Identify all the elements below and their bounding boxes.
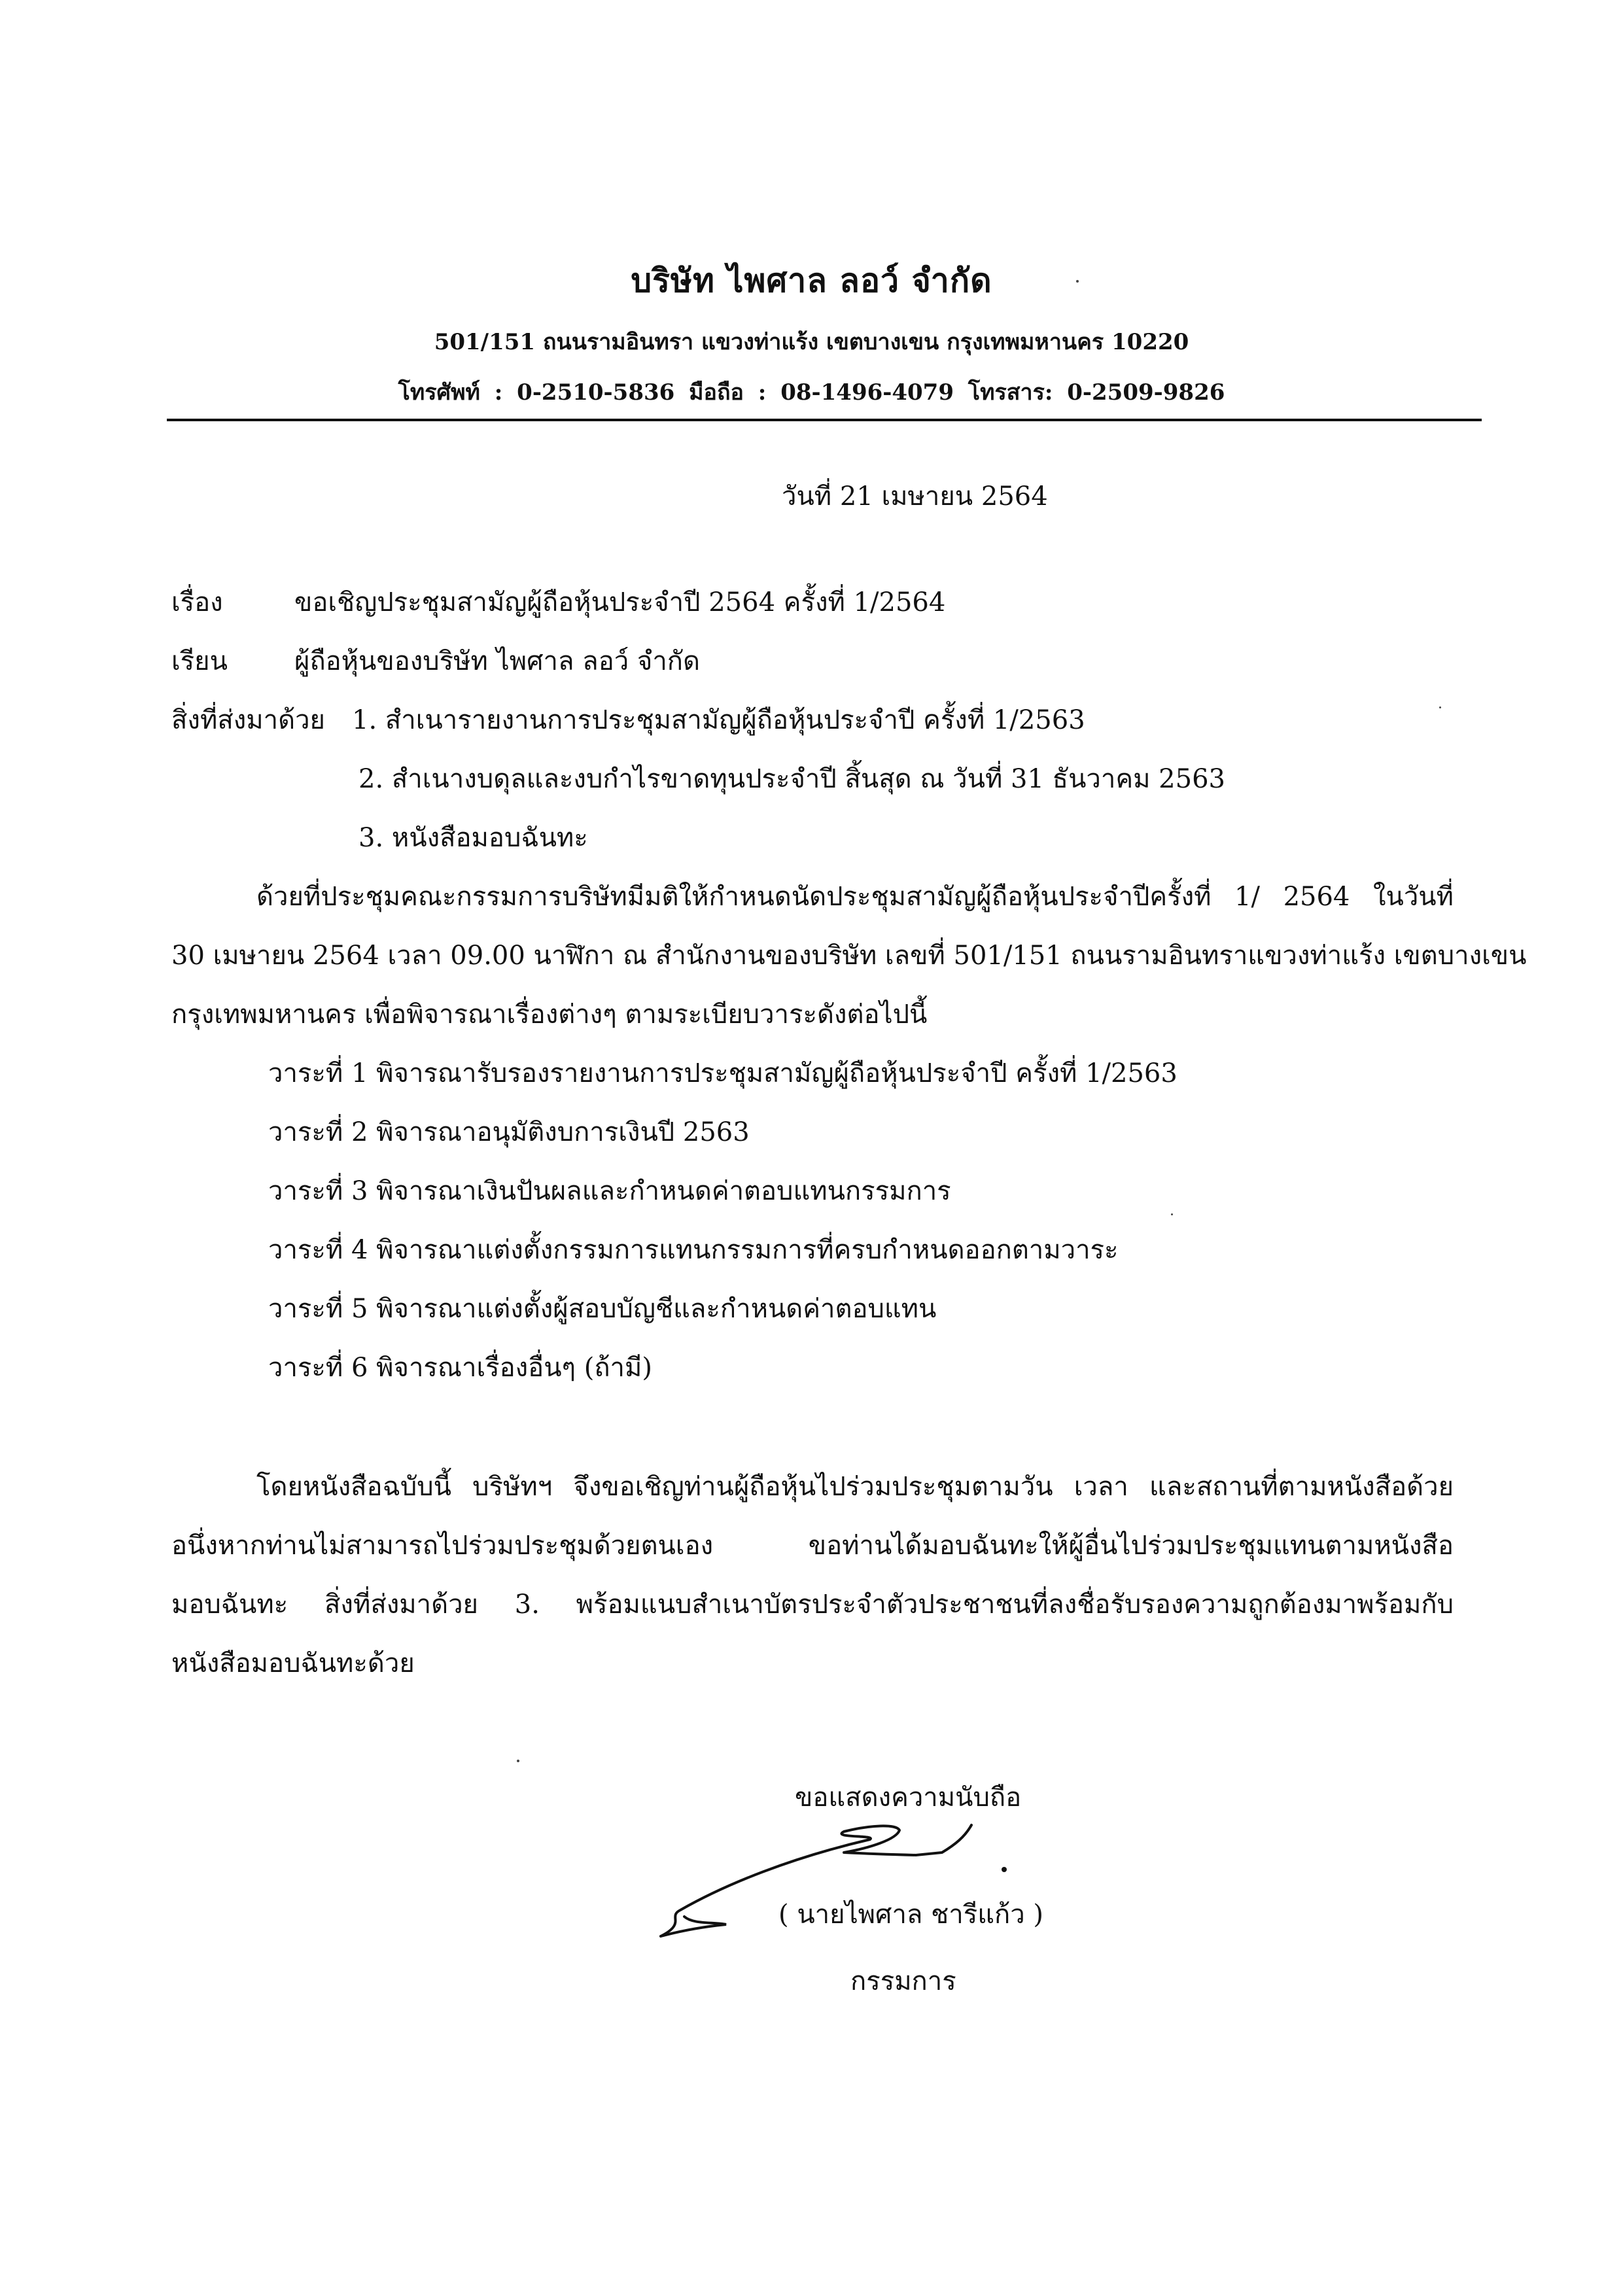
paragraph2-line: อนึ่งหากท่านไม่สามารถไปร่วมประชุมด้วยตนเอง ขอท่านได้มอบฉันทะให้ผู้อื่นไปร่วมประชุมแทนตามหนังสือ — [171, 1531, 1454, 1561]
agenda-item: วาระที่ 5 พิจารณาแต่งตั้งผู้สอบบัญชีและกำหนดค่าตอบแทน — [268, 1294, 937, 1324]
recipient-label: เรียน — [171, 646, 228, 676]
agenda-item: วาระที่ 4 พิจารณาแต่งตั้งกรรมการแทนกรรมการที่ครบกำหนดออกตามวาระ — [268, 1235, 1119, 1265]
agenda-item: วาระที่ 2 พิจารณาอนุมัติงบการเงินปี 2563 — [268, 1117, 750, 1147]
company-address: 501/151 ถนนรามอินทรา แขวงท่าแร้ง เขตบางเขน กรุงเทพมหานคร 10220 — [434, 329, 1189, 355]
agenda-item: วาระที่ 1 พิจารณารับรองรายงานการประชุมสามัญผู้ถือหุ้นประจำปี ครั้งที่ 1/2563 — [268, 1058, 1178, 1088]
scan-speck — [1439, 706, 1441, 708]
header-divider — [167, 419, 1482, 421]
paragraph1-line: 30 เมษายน 2564 เวลา 09.00 นาฬิกา ณ สำนักงานของบริษัท เลขที่ 501/151 ถนนรามอินทราแขวงท่าแร้ง เขตบางเขน — [171, 941, 1527, 971]
enclosures-label: สิ่งที่ส่งมาด้วย — [171, 705, 325, 735]
paragraph2-line: โดยหนังสือฉบับนี้ บริษัทฯ จึงขอเชิญท่านผู้ถือหุ้นไปร่วมประชุมตามวัน เวลา และสถานที่ตามหนังสือด้วย — [256, 1472, 1454, 1502]
letter-date: วันที่ 21 เมษายน 2564 — [782, 481, 1048, 512]
scan-speck — [517, 1760, 519, 1762]
agenda-item: วาระที่ 6 พิจารณาเรื่องอื่นๆ (ถ้ามี) — [268, 1353, 652, 1383]
subject-label: เรื่อง — [171, 587, 223, 617]
company-contact: โทรศัพท์ : 0-2510-5836 มือถือ : 08-1496-4079 โทรสาร: 0-2509-9826 — [398, 379, 1225, 406]
paragraph2-line: มอบฉันทะ สิ่งที่ส่งมาด้วย 3. พร้อมแนบสำเนาบัตรประจำตัวประชาชนที่ลงชื่อรับรองความถูกต้องมาพร้อมกับ — [171, 1590, 1454, 1620]
agenda-item: วาระที่ 3 พิจารณาเงินปันผลและกำหนดค่าตอบแทนกรรมการ — [268, 1176, 951, 1206]
scan-speck — [1076, 280, 1079, 283]
recipient-value: ผู้ถือหุ้นของบริษัท ไพศาล ลอว์ จำกัด — [294, 646, 700, 676]
closing-salutation: ขอแสดงความนับถือ — [795, 1783, 1022, 1813]
subject-value: ขอเชิญประชุมสามัญผู้ถือหุ้นประจำปี 2564 ครั้งที่ 1/2564 — [294, 587, 946, 617]
paragraph1-line: ด้วยที่ประชุมคณะกรรมการบริษัทมีมติให้กำหนดนัดประชุมสามัญผู้ถือหุ้นประจำปีครั้งที่ 1/ 2564 ในวันที่ — [256, 882, 1454, 912]
enclosure-item: 3. หนังสือมอบฉันทะ — [358, 823, 588, 853]
enclosure-item: 2. สำเนางบดุลและงบกำไรขาดทุนประจำปี สิ้นสุด ณ วันที่ 31 ธันวาคม 2563 — [358, 764, 1225, 794]
scan-speck — [1171, 1213, 1173, 1215]
paragraph1-line: กรุงเทพมหานคร เพื่อพิจารณาเรื่องต่างๆ ตามระเบียบวาระดังต่อไปนี้ — [171, 1000, 928, 1030]
signatory-title: กรรมการ — [850, 1966, 956, 1996]
company-name: บริษัท ไพศาล ลอว์ จำกัด — [631, 261, 992, 300]
paragraph2-line: หนังสือมอบฉันทะด้วย — [171, 1648, 415, 1679]
signatory-name: ( นายไพศาล ชารีแก้ว ) — [778, 1900, 1043, 1930]
enclosure-item: 1. สำเนารายงานการประชุมสามัญผู้ถือหุ้นประจำปี ครั้งที่ 1/2563 — [352, 705, 1085, 735]
